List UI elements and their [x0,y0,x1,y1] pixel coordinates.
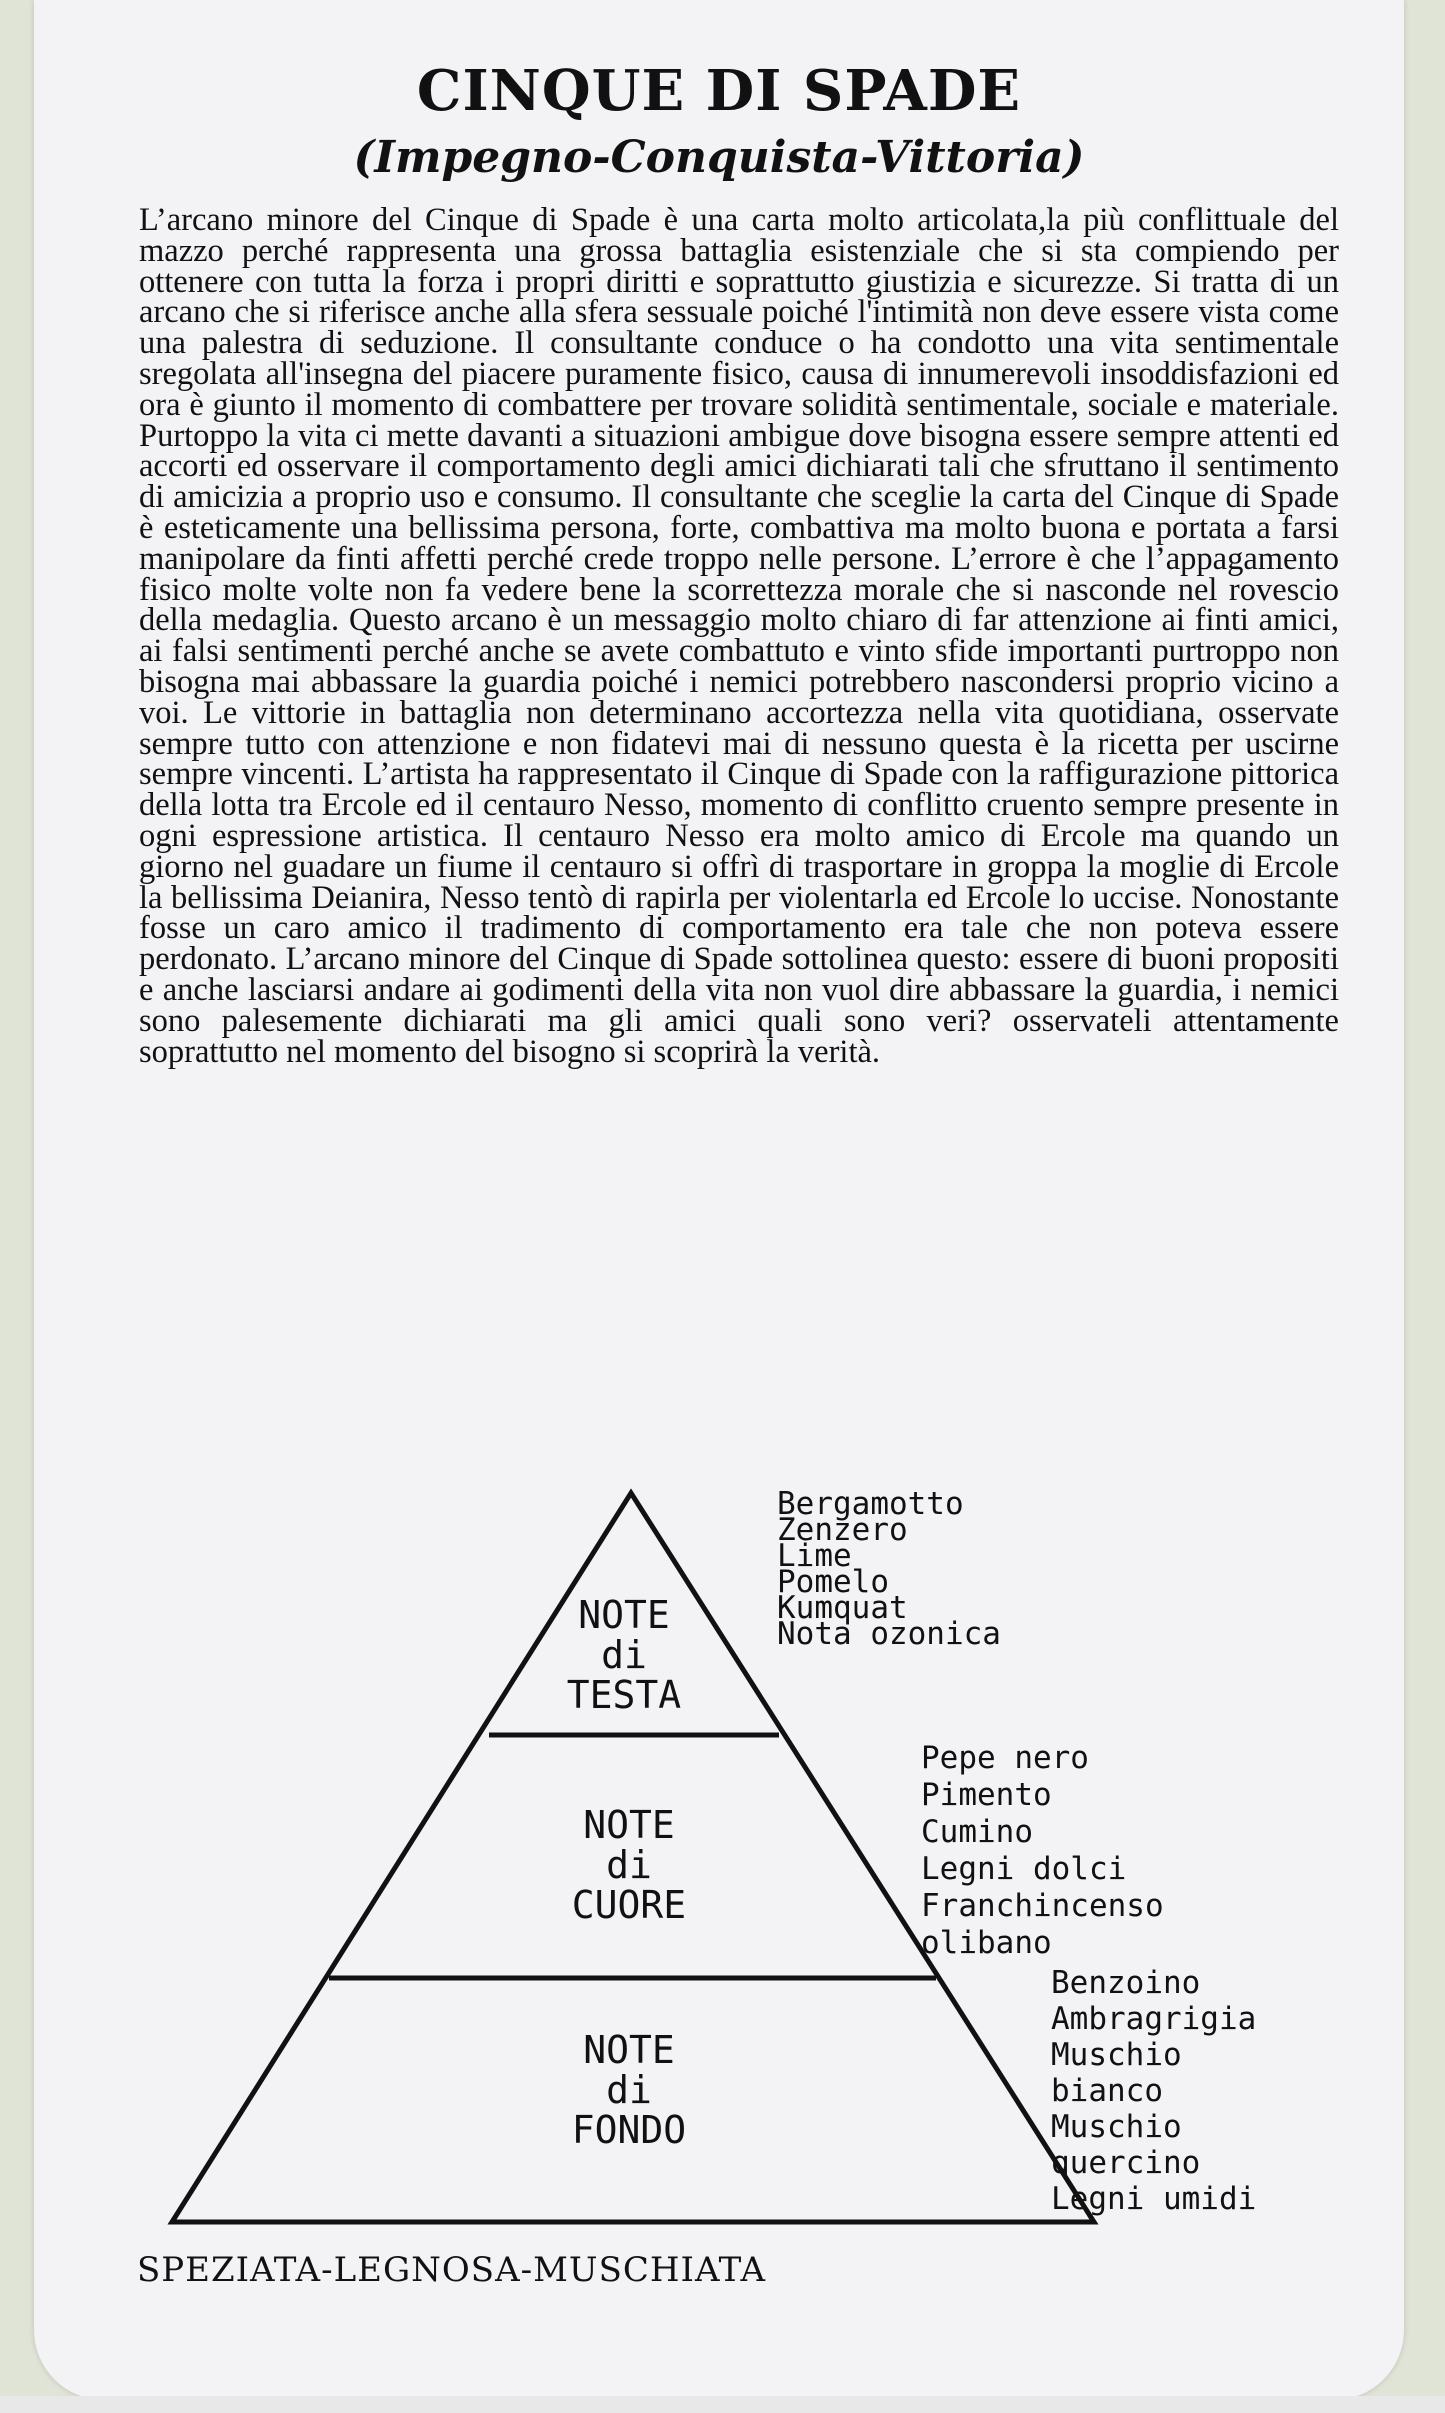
fragrance-family: SPEZIATA-LEGNOSA-MUSCHIATA [137,2250,767,2290]
note-item: Lime [777,1538,852,1574]
middle-tier-line2: di [606,1843,652,1887]
note-item: Cumino [921,1814,1033,1850]
note-item: Pomelo [777,1564,889,1600]
middle-notes-list [921,1740,1164,1962]
middle-tier-label [529,1805,729,1925]
top-tier-label [539,1595,709,1715]
top-notes-list [777,1486,1001,1652]
fragrance-pyramid [129,1485,1257,2235]
note-item: Benzoino [1051,1965,1201,2001]
top-tier-line3: TESTA [566,1673,682,1717]
note-item: Muschio quercino [1051,2109,1201,2181]
note-item: Pimento [921,1777,1052,1813]
note-item: Franchincenso olibano [921,1888,1164,1961]
card-title: CINQUE DI SPADE [416,58,1022,124]
bottom-tier-line1: NOTE [583,2028,675,2072]
bottom-tier-line2: di [606,2068,652,2112]
tarot-card [34,0,1404,2400]
note-item: Nota ozonica [777,1616,1001,1652]
note-item: Legni dolci [921,1851,1127,1887]
top-tier-line1: NOTE [578,1593,670,1637]
note-item: Bergamotto [777,1486,964,1522]
note-item: Pepe nero [921,1740,1089,1776]
bottom-notes-list [1051,1965,1256,2217]
middle-tier-line3: CUORE [571,1883,687,1927]
note-item: Muschio bianco [1051,2037,1182,2109]
top-tier-line2: di [601,1633,647,1677]
note-item: Ambragrigia [1051,2001,1257,2037]
card-description: L’arcano minore del Cinque di Spade è una carta molto articolata,la più conflittuale del mazzo perché rappresenta una grossa battaglia esistenziale che si sta compiendo per ottenere con tutta la forza i propri diritti e soprattutto giustizia e sicurezze. Si tratta di un arcano che si riferisce anche alla sfera sessuale poiché l'intimità non deve essere vista come una palestra di seduzione. Il consultante conduce o ha condotto una vita sentimentale sregolata all'insegna del piacere puramente fisico, causa di innumerevoli insoddisfazioni ed ora è giunto il momento di combattere per trovare solidità sentimentale, sociale e materiale. Purtoppo la vita ci mette davanti a situazioni ambigue dove bisogna essere sempre attenti ed accorti ed osservare il comportamento degli amici dichiarati tali che sfruttano il sentimento di amicizia a proprio uso e consumo. Il consultante che sceglie la carta del Cinque di Spade è esteticamente una bellissima persona, forte, combattiva ma molto buona e portata a farsi manipolare da finti affetti perché crede troppo nelle persone. L’errore è che l’appagamento fisico molte volte non fa vedere bene la scorrettezza morale che si nasconde nel rovescio della medaglia. Questo arcano è un messaggio molto chiaro di far attenzione ai finti amici, ai falsi sentimenti perché anche se avete combattuto e vinto sfide importanti purtroppo non bisogna mai abbassare la guardia poiché i nemici potrebbero nascondersi proprio vicino a voi. Le vittorie in battaglia non determinano accortezza nella vita quotidiana, osservate sempre tutto con attenzione e non fidatevi mai di nessuno questa è la ricetta per uscirne sempre vincenti. L’artista ha rappresentato il Cinque di Spade con la raffigurazione pittorica della lotta tra Ercole ed il centauro Nesso, momento di conflitto cruento sempre presente in ogni espressione artistica. Il centauro Nesso era molto amico di Ercole ma quando un giorno nel guadare un fiume il centauro si offrì di trasportare in groppa la moglie di Ercole la bellissima Deianira, Nesso tentò di rapirla per violentarla ed Ercole lo uccise. Nonostante fosse un caro amico il tradimento di comportamento era tale che non poteva essere perdonato. L’arcano minore del Cinque di Spade sottolinea questo: essere di buoni propositi e anche lasciarsi andare ai godimenti della vita non vuol dire abbassare la guardia, i nemici sono palesemente dichiarati ma gli amici quali sono veri? osservateli attentamente soprattutto nel momento del bisogno si scoprirà la verità. [139,202,1339,1070]
surface-edge [0,2396,1445,2413]
note-item: Legni umidi [1051,2181,1257,2217]
bottom-tier-line3: FONDO [571,2108,687,2152]
middle-tier-line1: NOTE [583,1803,675,1847]
note-item: Kumquat [777,1590,908,1626]
bottom-tier-label [529,2030,729,2150]
note-item: Zenzero [777,1512,908,1548]
card-subtitle: (Impegno-Conquista-Vittoria) [353,132,1085,183]
